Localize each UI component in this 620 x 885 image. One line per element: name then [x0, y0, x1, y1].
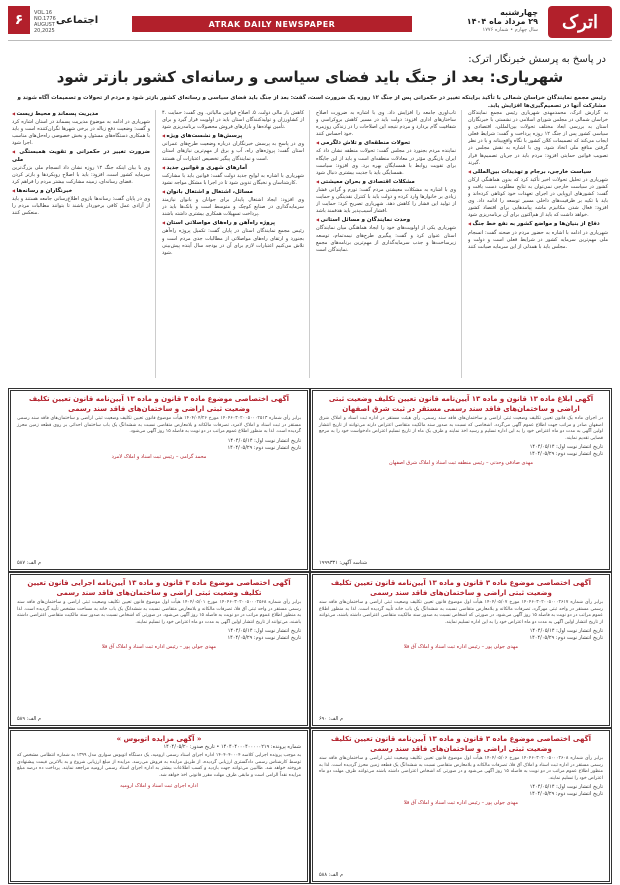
ad-publish-date-2: تاریخ انتشار نوبت دوم: ۱۴۰۴/۰۵/۲۹: [529, 791, 603, 798]
paragraph: ۴. کاهش بار مالی دولت. ۵. اصلاح قوانین مالیاتی. وی گفت: حمایت از کشاورزان و تولیدکنندگان استان باید در اولویت قرار گیرد و برای تأمین نهاده‌ها و بازارهای فروش محصولات برنامه‌ریزی شود.: [162, 110, 304, 131]
article-column-3: [162, 110, 304, 380]
article-column-1: [468, 110, 608, 380]
ad-publish-date-1: تاریخ انتشار نوبت اول: ۱۴۰۴/۰۵/۱۴: [529, 784, 603, 791]
subheading: ◀ ضرورت تغییر در حکمرانی و تقویت همبستگی ملی: [12, 148, 150, 163]
masthead-banner: ATRAK DAILY NEWSPAPER: [132, 16, 412, 32]
volume-line-1: VOL.16 NO.1776: [34, 10, 56, 22]
paragraph: وی با اشاره به مشکلات معیشتی مردم گفت: تورم و گرانی فشار زیادی بر خانوارها وارد کرده و دولت باید با کنترل نقدینگی و حمایت از تولید این فشار را کاهش دهد. شهریاری تصریح کرد: حمایت از اقشار آسیب‌پذیر باید هدفمند باشد.: [316, 186, 456, 215]
issue-date: ۲۹ مرداد ماه ۱۴۰۴: [466, 17, 538, 26]
ad-code: م الف: ۶۹۰: [319, 716, 344, 722]
volume-line-2: AUGUST 20,2025: [34, 22, 55, 34]
ad-title: « آگهی مزایده اتوبوس »: [116, 735, 202, 743]
ad-body: برابر رأی شماره ۱۴۰۴۶۰۳۰۲۰۰۵۰۰۰۲۵۶۸ مورخ ۱۴۰۴/۰۵/۰۱ هیأت اول موضوع قانون تعیین تکلیف وضعیت ثبتی اراضی و ساختمان‌های فاقد سند رسمی مستقر در واحد ثبتی آق قلا، تصرفات مالکانه و بلامعارض متقاضی نسبت به ششدانگ یک باب خانه به مساحت مشخص تأیید گردیده است. لذا به منظور اطلاع عموم مراتب در دو نوبت به فاصله ۱۵ روز آگهی می‌شود. در صورتی که اشخاص نسبت به صدور سند مالکیت متقاضی اعتراضی داشته باشند، می‌توانند از تاریخ انتشار اولین آگهی به مدت دو ماه اعتراض خود را تسلیم نمایند.: [17, 600, 301, 625]
paragraph: نماینده مردم بجنورد در مجلس گفت: تحولات منطقه نشان داد که ایران بازیگری مؤثر در معادلات منطقه‌ای است و باید از این جایگاه برای تقویت روابط با همسایگان بهره برد. وی افزود: سیاست همسایگی باید با جدیت بیشتری دنبال شود.: [316, 148, 456, 176]
paragraph: وی افزود: ایجاد اشتغال پایدار برای جوانان و بانوان نیازمند سرمایه‌گذاری در صنایع کوچک و متوسط است و بانک‌ها باید در پرداخت تسهیلات همکاری بیشتری داشته باشند.: [162, 197, 304, 218]
ad-body: به موجب پرونده اجرایی کلاسه ۱۴۰۴۰۴۰۰۰۴ اداره اجرای اسناد رسمی ارومیه، یک دستگاه اتوبوس سواری مدل ۱۳۹۹ به شماره انتظامی مشخص که توسط کارشناس رسمی دادگستری ارزیابی گردیده، از طریق مزایده به فروش می‌رسد. مزایده از مبلغ ارزیابی شروع و به بالاترین قیمت پیشنهادی فروخته خواهد شد. طالبین می‌توانند جهت بازدید و کسب اطلاعات بیشتر به اداره اجرای اسناد رسمی ارومیه مراجعه نمایند. پرداخت ده درصد مبلغ مزایده نقداً الزامی است و مابقی ظرف مهلت مقرر قانونی اخذ خواهد شد.: [17, 753, 302, 778]
masthead: [8, 6, 612, 41]
section-label: اجتماعی: [56, 15, 99, 26]
ad-title: آگهی اختصاصی موضوع ماده ۳ قانون و ماده ۱۳ آیین‌نامه قانون تعیین تکلیف وضعیت ثبتی اراضی و ساختمان‌های فاقد سند رسمی: [28, 395, 290, 413]
paragraph: به گزارش اترک، محمدمهدی شهریاری رئیس مجمع نمایندگان خراسان شمالی در مجلس شورای اسلامی در نشستی با خبرنگاران استان به بررسی ابعاد مختلف تحولات بین‌المللی، اقتصادی و سیاسی کشور پس از جنگ ۱۲ روزه پرداخت و گفت: شرایط فعلی ایجاب می‌کند که تصمیمات کلان کشور با نگاه واقع‌بینانه و با در نظر گرفتن منافع ملی اتخاذ شود. وی با اشاره به نقش مجلس در تصویب قوانین حمایتی افزود: مردم باید در جریان تصمیم‌ها قرار گیرند.: [468, 110, 608, 166]
ad-notice-lamerd: [8, 388, 310, 572]
paragraph: رئیس مجمع نمایندگان استان در پایان گفت: تکمیل پروژه راه‌آهن بجنورد و ارتقای راه‌های مواصلاتی از مطالبات جدی مردم است و تلاش می‌کنیم اعتبارات لازم برای آن در بودجه سال آینده پیش‌بینی شود.: [162, 228, 304, 256]
column-divider: [309, 110, 310, 378]
article-column-2: [316, 110, 456, 380]
ad-title: آگهی اختصاصی موضوع ماده ۳ قانون و ماده ۱۳ آیین‌نامه قانون تعیین تکلیف وضعیت ثبتی اراضی و ساختمان‌های فاقد سند رسمی: [330, 735, 592, 753]
volume-info: [8, 10, 56, 34]
column-divider: [461, 110, 462, 378]
article-column-4: [12, 110, 150, 380]
ad-publish-date-1: تاریخ انتشار نوبت اول: ۱۴۰۴/۰۵/۱۴: [529, 444, 603, 451]
ad-body: در اجرای ماده یک قانون تعیین تکلیف وضعیت ثبتی اراضی و ساختمان‌های فاقد سند رسمی، رأی هیئت مستقر در اداره ثبت اسناد و املاک شرق اصفهان صادر و مراتب جهت اطلاع عموم آگهی می‌گردد. اشخاصی که نسبت به صدور سند مالکیت متقاضی اعتراض دارند می‌توانند از تاریخ انتشار اولین آگهی به مدت دو ماه اعتراض خود را به این اداره تسلیم و رسید اخذ نمایند و ظرف یک ماه از تاریخ تسلیم اعتراض دادخواست خود را به مرجع قضایی تقدیم نمایند.: [319, 416, 603, 441]
ad-signature: اداره اجرای ثبت اسناد و املاک ارومیه: [120, 783, 198, 790]
ad-notice-aqqala-3: [8, 572, 310, 728]
ad-publish-date-1: تاریخ انتشار نوبت اول: ۱۴۰۴/۰۵/۱۴: [227, 437, 301, 444]
issue-date-block: [467, 8, 538, 33]
ad-code: م الف: ۵۸۸: [319, 872, 344, 878]
paragraph: وی در پاسخ به پرسش خبرنگاران درباره وضعیت طرح‌های عمرانی استان گفت: پروژه‌های راه، آب و برق از مهم‌ترین نیازهای استان است و نمایندگان پیگیر تخصیص اعتبارات آن هستند.: [162, 141, 304, 162]
subheading: ◀ تحولات منطقه‌ای و تلاش دلگرمی: [316, 139, 456, 147]
ad-publish-date-2: تاریخ انتشار نوبت دوم: ۱۴۰۴/۰۵/۲۹: [227, 635, 301, 642]
ad-title: آگهی ابلاغ ماده ۱۳ قانون و ماده ۱۳ آیین‌نامه قانون تعیین تکلیف وضعیت ثبتی اراضی و ساختمان‌های فاقد سند رسمی مستقر در ثبت شرق اصفهان: [328, 395, 594, 413]
ad-title: آگهی اختصاصی موضوع ماده ۳ قانون و ماده ۱۳ آیین‌نامه اجرایی قانون تعیین تکلیف وضعیت ثبتی اراضی و ساختمان‌های فاقد سند رسمی: [27, 579, 291, 597]
ad-signature: مهدی جولی پور – رئیس اداره ثبت اسناد و املاک آق قلا: [403, 800, 519, 807]
ad-code: شناسه آگهی: ۱۹۹۹۳۳۱: [319, 560, 368, 566]
subheading: ◀ سیاست خارجی، برجام و تهدیدات بین‌المللی: [468, 168, 608, 176]
ad-signature: مهدی جولی پور – رئیس اداره ثبت اسناد و املاک آق قلا: [101, 644, 217, 651]
article-headline[interactable]: شهریاری: بعد از جنگ باید فضای سیاسی و رسانه‌ای کشور بازتر شود: [56, 68, 564, 86]
ad-body: برابر رأی شماره ۱۴۰۴۶۰۳۰۲۰۰۵۰۰۰۲۵۱۳ مورخ ۱۴۰۴/۰۴/۲۶ هیأت موضوع قانون تعیین تکلیف وضعیت ثبتی اراضی و ساختمان‌های فاقد سند رسمی مستقر در ثبت اسناد و املاک لامرد، تصرفات مالکانه و بلامعارض متقاضی نسبت به ششدانگ یک باب ساختمان احداثی بر روی قطعه زمین محرز گردیده است. لذا به منظور اطلاع عموم مراتب در دو نوبت به فاصله ۱۵ روز آگهی می‌شود.: [17, 416, 301, 435]
page-number: ۶: [8, 6, 30, 34]
subheading: ◀ آمارهای شهری و قوانین جدید: [162, 164, 304, 172]
ad-notice-aqqala-2: [310, 728, 612, 884]
ad-body: برابر رأی شماره ۱۴۰۴۶۰۳۰۲۰۰۵۰۰۰۲۶۱۷ مورخ ۱۴۰۴/۰۵/۰۷ هیأت اول موضوع قانون تعیین تکلیف وضعیت ثبتی اراضی و ساختمان‌های فاقد سند رسمی مستقر در واحد ثبتی مهرگرد، تصرفات مالکانه و بلامعارض متقاضی نسبت به ششدانگ یک باب خانه تأیید گردیده است. لذا به منظور اطلاع عموم مراتب در دو نوبت به فاصله ۱۵ روز آگهی می‌شود. در صورتی که اشخاص نسبت به صدور سند مالکیت متقاضی اعتراضی داشته باشند، می‌توانند از تاریخ انتشار اولین آگهی به مدت دو ماه اعتراض خود را به این اداره تسلیم نمایند.: [319, 600, 604, 625]
subheading: ◀ مسائل، اشتغال و اشتغال بانوان: [162, 188, 304, 196]
newspaper-logo[interactable]: اترک: [548, 6, 612, 38]
article-lead: رئیس مجمع نمایندگان خراسان شمالی با تأکید براینکه تغییر در حکمرانی پس از جنگ ۱۲ روزه یک ضرورت است، گفت: بعد از جنگ باید فضای سیاسی و رسانه‌ای کشور بازتر شود و مردم از تحولات و تصمیمات آگاه شوند و مشارکت آنها در تصمیم‌گیری‌ها افزایش یابد.: [17, 95, 606, 109]
paragraph: شهریاری در تحلیل تحولات اخیر تأکید کرد که بدون هماهنگی ارکان کشور در سیاست خارجی نمی‌توان به نتایج مطلوب دست یافت و گفت: کشورهای اروپایی در اجرای تعهدات خود کوتاهی کرده‌اند و باید با تکیه بر ظرفیت‌های داخلی مسیر توسعه را ادامه داد. وی افزود: فعال شدن مکانیزم ماشه پیامدهایی برای اقتصاد کشور خواهد داشت که باید از هم‌اکنون برای آن برنامه‌ریزی شود.: [468, 176, 608, 219]
ad-case-meta: شماره پرونده: ۱۴۰۴۰۴۰۰۰۴۰۰۰۰۰۲۱۹ • تاریخ صدور: ۱۴۰۴/۰۵/۲۰: [163, 744, 301, 750]
ad-signature: مهدی جولی پور – رئیس اداره ثبت اسناد و املاک آق قلا: [403, 644, 519, 651]
ad-code: م الف: ۵۸۷: [17, 560, 42, 566]
paragraph: تاب‌آوری جامعه را افزایش داد. وی با اشاره به ضرورت اصلاح ساختارهای اداری افزود: دولت باید در مسیر کاهش بروکراسی و شفافیت گام بردارد و مردم نتیجه این اصلاحات را در زندگی روزمره خود احساس کنند.: [316, 110, 456, 138]
ad-signature: محمد گرامی – رئیس ثبت اسناد و املاک لامرد: [111, 453, 207, 460]
issue-day: چهارشنبه: [500, 8, 538, 17]
subheading: ◀ دفاع از بنیان‌ها و مواضع کشور به نفع خط جنگ: [468, 220, 608, 228]
ad-body: برابر رأی شماره ۱۴۰۴۶۰۳۰۲۰۰۵۰۰۰۲۶۰۸ مورخ ۱۴۰۴/۰۵/۰۶ هیأت اول موضوع قانون تعیین تکلیف وضعیت ثبتی اراضی و ساختمان‌های فاقد سند رسمی مستقر در اداره ثبت اسناد و املاک آق قلا، تصرفات مالکانه و بلامعارض متقاضی نسبت به ششدانگ یک قطعه زمین محرز گردیده است. لذا به منظور اطلاع عموم مراتب در دو نوبت به فاصله ۱۵ روز آگهی می‌شود و در صورتی که اشخاص اعتراضی داشته باشند می‌توانند ظرف مهلت دو ماه اعتراض خود را تسلیم نمایند.: [319, 756, 604, 781]
subheading: ◀ پروژه راه‌آهن و راه‌های مواصلاتی استان: [162, 219, 304, 227]
ad-publish-date-2: تاریخ انتشار نوبت دوم: ۱۴۰۴/۰۵/۲۹: [529, 635, 603, 642]
ad-signature: مهدی صادقی وحدتی – رئیس منطقه ثبت اسناد و املاک شرق اصفهان: [388, 460, 533, 467]
ad-notice-aqqala-1: [310, 572, 612, 728]
issue-meta: سال چهارم • شماره ۱۷۷۶: [482, 27, 538, 33]
paragraph: وی در پایان گفت: رسانه‌ها بازوی اطلاع‌رسانی جامعه هستند و باید از آزادی عمل کافی برخوردار باشند تا بتوانند مطالبات مردم را منعکس کنند.: [12, 196, 150, 217]
subheading: ◀ پرسش‌ها و نشست‌های ویژه: [162, 132, 304, 140]
paragraph: شهریاری در ادامه با اشاره به حضور مردم در صحنه گفت: انسجام ملی مهم‌ترین سرمایه کشور در شرایط فعلی است و دولت و مجلس باید با همدلی از این سرمایه صیانت کنند.: [468, 229, 608, 250]
subheading: ◀ مشکلات اقتصادی و بحران معیشتی: [316, 178, 456, 186]
subheading: ◀ وحدت نمایندگان و مسائل استانی: [316, 216, 456, 224]
paragraph: شهریاری با اشاره به لوایح جدید دولت گفت: قوانین باید با مشارکت کارشناسان و نخبگان تدوین شود تا در اجرا با مشکل مواجه نشود.: [162, 172, 304, 186]
ad-publish-date-2: تاریخ انتشار نوبت دوم: ۱۴۰۴/۰۵/۲۹: [529, 451, 603, 458]
ad-publish-date-1: تاریخ انتشار نوبت اول: ۱۴۰۴/۰۵/۱۴: [529, 628, 603, 635]
ad-auction-bus: [8, 728, 310, 884]
subheading: ◀ مدیریت پسماند و محیط زیست: [12, 110, 150, 118]
article-kicker: در پاسخ به پرسش خبرنگار اترک:: [468, 54, 606, 65]
ad-publish-date-1: تاریخ انتشار نوبت اول: ۱۴۰۴/۰۵/۱۴: [227, 628, 301, 635]
ad-notice-east-isfahan: [310, 388, 612, 572]
paragraph: وی با بیان اینکه جنگ ۱۲ روزه نشان داد انسجام ملی بزرگ‌ترین سرمایه کشور است، افزود: باید با اصلاح رویکردها و بازتر کردن فضای رسانه‌ای، زمینه مشارکت بیشتر مردم را فراهم کرد.: [12, 164, 150, 185]
paragraph: شهریاری یکی از اولویت‌های خود را ایجاد هماهنگی میان نمایندگان استان عنوان کرد و گفت: پیگیری طرح‌های نیمه‌تمام، توسعه زیرساخت‌ها و جذب سرمایه‌گذاری از مهم‌ترین برنامه‌های مجمع نمایندگان است.: [316, 225, 456, 253]
ad-title: آگهی اختصاصی موضوع ماده ۳ قانون و ماده ۱۳ آیین‌نامه قانون تعیین تکلیف وضعیت ثبتی اراضی و ساختمان‌های فاقد سند رسمی: [330, 579, 592, 597]
subheading: ◀ خبرنگاران و رسانه‌ها: [12, 187, 150, 195]
paragraph: شهریاری در ادامه به موضوع مدیریت پسماند در استان اشاره کرد و گفت: وضعیت دفع زباله در برخی شهرها نگران‌کننده است و باید با همکاری دستگاه‌های مسئول و بخش خصوصی راه‌حل‌های مناسب اجرا شود.: [12, 119, 150, 147]
column-divider: [155, 110, 156, 378]
ad-publish-date-2: تاریخ انتشار نوبت دوم: ۱۴۰۴/۰۵/۲۹: [227, 444, 301, 451]
ad-code: م الف: ۵۸۹: [17, 716, 42, 722]
